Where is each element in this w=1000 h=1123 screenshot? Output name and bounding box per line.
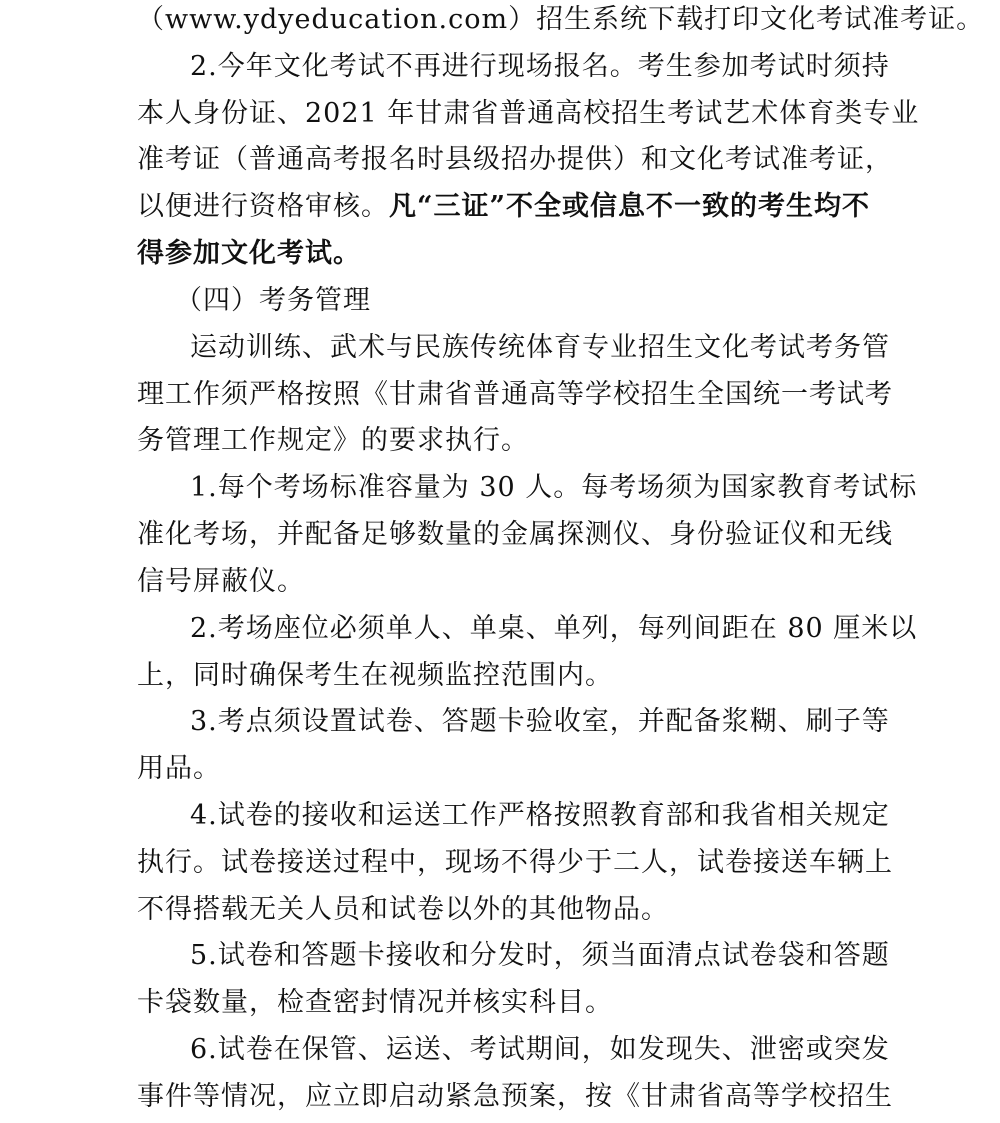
text-line — [137, 187, 877, 227]
text-line: （www.ydyeducation.com）招生系统下载打印文化考试准考证。 — [137, 4, 985, 35]
text-line: 用品。 — [137, 753, 221, 784]
section-heading: （四）考务管理 — [175, 285, 371, 316]
text-line: 2.今年文化考试不再进行现场报名。考生参加考试时须持 — [190, 51, 890, 82]
text-line: 4.试卷的接收和运送工作严格按照教育部和我省相关规定 — [190, 800, 890, 831]
text-span: 以便进行资格审核。 — [137, 191, 389, 222]
text-line: 准化考场，并配备足够数量的金属探测仪、身份验证仪和无线 — [137, 519, 893, 550]
text-line: 3.考点须设置试卷、答题卡验收室，并配备浆糊、刷子等 — [190, 706, 890, 737]
text-line: 理工作须严格按照《甘肃省普通高等学校招生全国统一考试考 — [137, 379, 893, 410]
text-line: 信号屏蔽仪。 — [137, 566, 305, 597]
text-line: 6.试卷在保管、运送、考试期间，如发现失、泄密或突发 — [190, 1034, 890, 1065]
text-line: 1.每个考场标准容量为 30 人。每考场须为国家教育考试标 — [190, 472, 918, 503]
text-line: 上，同时确保考生在视频监控范围内。 — [137, 660, 613, 691]
text-line: 事件等情况，应立即启动紧急预案，按《甘肃省高等学校招生 — [137, 1081, 893, 1112]
bold-text-line: 得参加文化考试。 — [137, 238, 361, 269]
text-line: 本人身份证、2021 年甘肃省普通高校招生考试艺术体育类专业 — [137, 98, 920, 129]
text-line: 2.考场座位必须单人、单桌、单列，每列间距在 80 厘米以 — [190, 613, 918, 644]
text-line: 运动训练、武术与民族传统体育专业招生文化考试考务管 — [190, 332, 890, 363]
text-line: 务管理工作规定》的要求执行。 — [137, 425, 529, 456]
text-line: 不得搭载无关人员和试卷以外的其他物品。 — [137, 894, 669, 925]
text-line: 5.试卷和答题卡接收和分发时，须当面清点试卷袋和答题 — [190, 940, 890, 971]
bold-text-span: 凡“三证”不全或信息不一致的考生均不 — [389, 191, 871, 222]
text-line: 卡袋数量，检查密封情况并核实科目。 — [137, 987, 613, 1018]
text-line: 执行。试卷接送过程中，现场不得少于二人，试卷接送车辆上 — [137, 847, 893, 878]
text-line: 准考证（普通高考报名时县级招办提供）和文化考试准考证， — [137, 144, 893, 175]
